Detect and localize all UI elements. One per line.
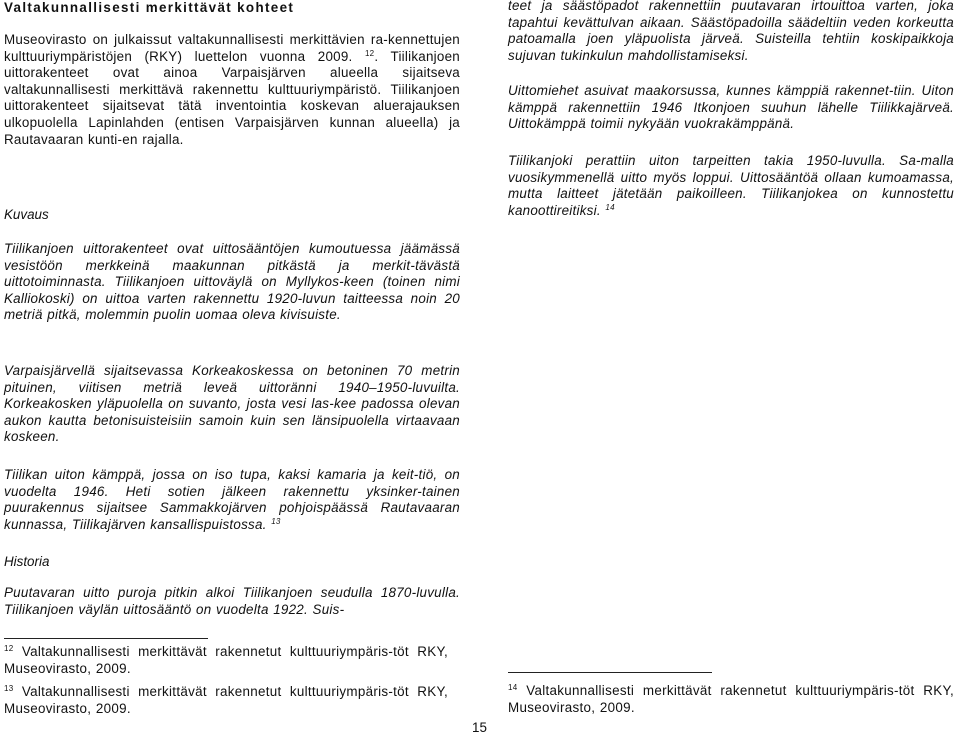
right-paragraph-3-text: Tiilikanjoki perattiin uiton tarpeitten takia 1950-luvulla. Sa-malla vuosikymmenellä uitto myös loppui. Uittosääntöä ollaan kumoamassa, mutta laitteet jätetään paikoilleen. Tiilikanjokea on kunnostettu kanoottireitiksi. (508, 153, 954, 218)
kuvaus-paragraph-3-text: Tiilikan uiton kämppä, jossa on iso tupa, kaksi kamaria ja keit-tiö, on vuodelta 1946. Heti sotien jälkeen rakennettu yksinker-tainen puurakennus sijaitsee Sammakkojärven pohjoispäässä Rautavaaran kunnassa, Tiilikajärven kansallispuistossa. (4, 467, 460, 532)
right-paragraph-2: Uittomiehet asuivat maakorsussa, kunnes kämppiä rakennet-tiin. Uiton kämppä rakennettiin 1946 Itkonjoen suuhun lähelle Tiilikkajärveä. Uittokämppä toimii nykyään vuokrakämppänä. (508, 83, 954, 132)
footnote-13-text: Valtakunnallisesti merkittävät rakennetut kulttuuriympäris-töt RKY, Museovirasto, 2009. (4, 684, 449, 716)
footnote-ref-14[interactable]: 14 (605, 202, 615, 212)
footnote-12-number: 12 (4, 644, 14, 653)
kuvaus-paragraph-1: Tiilikanjoen uittorakenteet ovat uittosääntöjen kumoutuessa jäämässä vesistöön merkkeinä maakunnan pitkästä ja merkit-tävästä uittotoiminnasta. Tiilikanjoen uittoväylä on Myllykos-keen (toinen nimi Kalliokoski) on uittoa varten rakennettu 1920-luvun taitteessa noin 20 metriä pitkä, molemmin puolin uomaa oleva kivisuiste. (4, 241, 460, 323)
footnote-12-text: Valtakunnallisesti merkittävät rakennetut kulttuuriympäris-töt RKY, Museovirasto, 2009. (4, 644, 449, 676)
page-title: Valtakunnallisesti merkittävät kohteet (4, 0, 295, 15)
intro-text-part2: . Tiilikanjoen uittorakenteet ovat ainoa Varpaisjärven alueella sijaitseva valtakunnallisesti merkittävä rakennettu kulttuuriympäristö. Tiilikanjoen uittorakenteet sijaitsevat tätä inventointia koskevan aluerajauksen ulkopuolella Lapinlahden (entisen Varpaisjärven kunnan alueella) ja Rautavaaran kunti-en rajalla. (4, 48, 460, 147)
kuvaus-heading: Kuvaus (4, 207, 49, 222)
right-paragraph-1: teet ja säästöpadot rakennettiin puutavaran irtouittoa varten, joka tapahtui kevättulvan aikaan. Säästöpadoilla säädeltiin veden korkeutta patoamalla joen yläpuolista järveä. Suisteilla tehtiin koskipaikkoja sujuvan tukinkulun mahdollistamiseksi. (508, 0, 954, 63)
footnote-divider-right (508, 672, 712, 673)
footnote-ref-12[interactable]: 12 (364, 48, 375, 58)
right-paragraph-3 (508, 153, 954, 219)
intro-text-part1: Museovirasto on julkaissut valtakunnallisesti merkittävien ra-kennettujen kulttuuriympäristöjen (RKY) luettelon vuonna 2009. (4, 32, 460, 64)
footnote-13-number: 13 (4, 684, 14, 693)
footnote-14 (508, 683, 954, 716)
footnote-divider-left (4, 638, 208, 639)
page-number: 15 (472, 720, 487, 735)
footnote-12 (4, 644, 448, 677)
footnote-14-number: 14 (508, 683, 518, 692)
footnote-ref-13[interactable]: 13 (271, 516, 281, 526)
historia-heading: Historia (4, 554, 50, 569)
footnote-13 (4, 684, 448, 717)
historia-paragraph-1: Puutavaran uitto puroja pitkin alkoi Tiilikanjoen seudulla 1870-luvulla. Tiilikanjoen väylän uittosääntö on vuodelta 1922. Suis- (4, 585, 460, 617)
kuvaus-paragraph-2: Varpaisjärvellä sijaitsevassa Korkeakoskessa on betoninen 70 metrin pituinen, viitisen metriä leveä uittoränni 1940–1950-luvuilta. Korkeakosken yläpuolella on suvanto, josta vesi las-kee padossa olevan aukon kautta betonisuisteisiin samoin kuin sen länsipuolella virtaavaan koskeen. (4, 363, 460, 445)
kuvaus-paragraph-3 (4, 467, 460, 533)
intro-paragraph (4, 32, 460, 148)
footnote-14-text: Valtakunnallisesti merkittävät rakennetut kulttuuriympäris-töt RKY, Museovirasto, 2009. (508, 683, 954, 715)
left-column (4, 0, 460, 17)
